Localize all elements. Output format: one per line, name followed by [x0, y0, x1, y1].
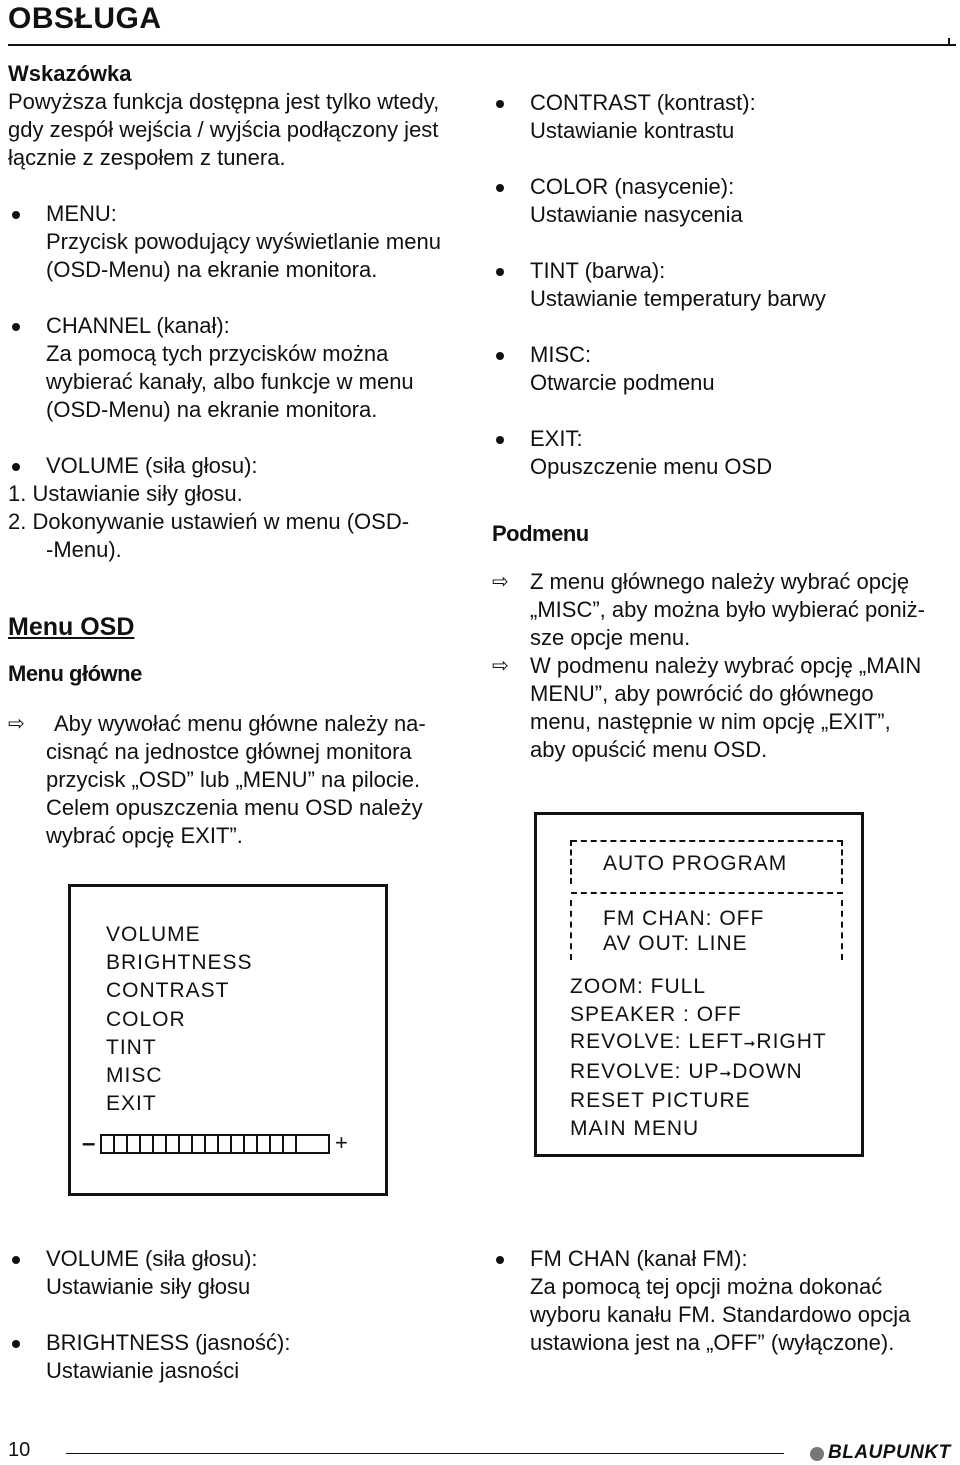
dashed-line	[841, 840, 843, 884]
instruction-line: przycisk „OSD” lub „MENU” na pilocie.	[46, 767, 421, 792]
item-title: VOLUME (siła głosu):	[46, 1246, 258, 1271]
osd-item-volume: VOLUME	[106, 923, 201, 946]
arrow-right-icon: ⇨	[8, 713, 25, 735]
osd-fm-chan: FM CHAN: OFF	[603, 907, 765, 930]
item-desc: Otwarcie podmenu	[530, 370, 715, 395]
item-title: MISC:	[530, 342, 592, 367]
bullet-icon	[12, 1340, 20, 1348]
bullet-icon	[12, 463, 20, 471]
note-line: Powyższa funkcja dostępna jest tylko wtedy,	[8, 89, 440, 114]
osd-minus-label: –	[82, 1130, 96, 1157]
brand-logo: BLAUPUNKT	[828, 1442, 951, 1463]
osd-revolve-lr-from: REVOLVE: LEFT	[570, 1030, 744, 1054]
header-rule	[8, 44, 956, 46]
instruction-line: aby opuścić menu OSD.	[530, 737, 768, 762]
page-number: 10	[8, 1439, 31, 1461]
item-desc: Ustawianie siły głosu	[46, 1274, 251, 1299]
menu-bullet	[8, 200, 470, 284]
instruction-line: Aby wywołać menu główne należy na-	[54, 711, 426, 736]
bullet-icon	[496, 1256, 504, 1264]
osd-plus-label: +	[335, 1130, 348, 1155]
channel-bullet	[8, 312, 470, 424]
dashed-line	[570, 840, 572, 884]
dashed-line	[571, 840, 843, 842]
left-column	[8, 60, 470, 564]
exit-bullet	[492, 425, 954, 481]
note-title: Wskazówka	[8, 61, 132, 86]
osd-item-color: COLOR	[106, 1007, 186, 1031]
osd-main-menu-items	[106, 921, 253, 1118]
color-bullet	[492, 173, 954, 229]
volume-line: 2. Dokonywanie ustawień w menu (OSD-	[8, 509, 410, 534]
channel-line: wybierać kanały, albo funkcje w menu	[46, 369, 414, 394]
note-line: łącznie z zespołem z tunera.	[8, 145, 286, 170]
channel-title: CHANNEL (kanał):	[46, 313, 230, 338]
bullet-icon	[496, 184, 504, 192]
instruction-line: W podmenu należy wybrać opcję „MAIN	[530, 653, 922, 678]
bottom-left-column	[8, 1245, 470, 1385]
instruction-line: cisnąć na jednostce głównej monitora	[46, 739, 412, 764]
channel-line: Za pomocą tych przycisków można	[46, 341, 389, 366]
osd-item-brightness: BRIGHTNESS	[106, 951, 253, 975]
menu-line: (OSD-Menu) na ekranie monitora.	[46, 257, 378, 282]
osd-reset-picture: RESET PICTURE	[570, 1089, 751, 1113]
item-desc: Ustawianie kontrastu	[530, 118, 735, 143]
osd-item-contrast: CONTRAST	[106, 979, 230, 1003]
bottom-right-column	[492, 1245, 954, 1357]
osd-revolve-ud-to: DOWN	[732, 1059, 803, 1083]
misc-bullet	[492, 341, 954, 397]
osd-revolve-lr-to: RIGHT	[756, 1030, 827, 1054]
item-title: FM CHAN (kanał FM):	[530, 1246, 748, 1271]
arrow-right-icon: ⇨	[492, 571, 509, 593]
osd-item-exit: EXIT	[106, 1092, 157, 1116]
arrow-right-icon: ➞	[719, 1064, 733, 1081]
item-desc: Ustawianie temperatury barwy	[530, 286, 826, 311]
osd-item-tint: TINT	[106, 1035, 157, 1059]
item-line: ustawiona jest na „OFF” (wyłączone).	[530, 1330, 895, 1355]
instruction-line: wybrać opcję EXIT”.	[46, 823, 243, 848]
item-line: wyboru kanału FM. Standardowo opcja	[530, 1302, 911, 1327]
osd-av-out: AV OUT: LINE	[603, 932, 748, 955]
bullet-icon	[12, 1256, 20, 1264]
header-rule-end	[948, 38, 950, 46]
tint-bullet	[492, 257, 954, 313]
volume-line: 1. Ustawianie siły głosu.	[8, 481, 243, 506]
dashed-line	[571, 892, 843, 894]
osd-revolve-ud	[570, 1058, 827, 1088]
osd-tuner-items	[603, 906, 764, 956]
arrow-right-icon: ➞	[743, 1035, 757, 1052]
brand-logo-icon	[810, 1447, 824, 1461]
osd-submenu-items	[570, 973, 827, 1143]
subsection-title: Menu główne	[8, 661, 142, 686]
item-line: Za pomocą tej opcji można dokonać	[530, 1274, 883, 1299]
item-title: EXIT:	[530, 426, 583, 451]
instruction-line: MENU”, aby powrócić do głównego	[530, 681, 874, 706]
volume-bullet-bottom	[8, 1245, 470, 1301]
volume-line: -Menu).	[46, 537, 122, 562]
instruction-line: „MISC”, aby można było wybierać poniż-	[530, 597, 925, 622]
osd-zoom: ZOOM: FULL	[570, 975, 707, 998]
item-desc: Opuszczenie menu OSD	[530, 454, 773, 479]
item-desc: Ustawianie nasycenia	[530, 202, 743, 227]
submenu-instructions	[492, 568, 954, 764]
section-title: Menu OSD	[8, 613, 135, 641]
osd-speaker: SPEAKER : OFF	[570, 1002, 742, 1026]
dashed-line	[570, 900, 572, 960]
osd-revolve-ud-from: REVOLVE: UP	[570, 1059, 720, 1083]
instruction-line: Z menu głównego należy wybrać opcję	[530, 569, 910, 594]
fm-chan-bullet	[492, 1245, 954, 1357]
note-line: gdy zespół wejścia / wyjścia podłączony jest	[8, 117, 439, 142]
contrast-bullet	[492, 89, 954, 145]
right-column	[492, 89, 954, 481]
volume-title: VOLUME (siła głosu):	[46, 453, 258, 478]
menu-line: Przycisk powodujący wyświetlanie menu	[46, 229, 441, 254]
arrow-right-icon: ⇨	[492, 655, 509, 677]
instruction-line: sze opcje menu.	[530, 625, 691, 650]
item-desc: Ustawianie jasności	[46, 1358, 240, 1383]
bullet-icon	[496, 436, 504, 444]
bullet-icon	[12, 211, 20, 219]
main-menu-instruction	[8, 710, 470, 850]
item-title: CONTRAST (kontrast):	[530, 90, 756, 115]
osd-revolve-lr	[570, 1028, 827, 1058]
submenu-title: Podmenu	[492, 521, 589, 546]
item-title: COLOR (nasycenie):	[530, 174, 735, 199]
channel-line: (OSD-Menu) na ekranie monitora.	[46, 397, 378, 422]
item-title: BRIGHTNESS (jasność):	[46, 1330, 291, 1355]
instruction-line: Celem opuszczenia menu OSD należy	[46, 795, 423, 820]
footer-rule	[66, 1453, 784, 1454]
menu-title: MENU:	[46, 201, 117, 226]
osd-item-misc: MISC	[106, 1064, 163, 1088]
osd-main-menu: MAIN MENU	[570, 1116, 700, 1140]
osd-level-bar	[100, 1134, 330, 1154]
page-title: OBSŁUGA	[8, 2, 162, 35]
osd-auto-program: AUTO PROGRAM	[603, 852, 788, 875]
dashed-line	[841, 900, 843, 960]
bullet-icon	[12, 323, 20, 331]
item-title: TINT (barwa):	[530, 258, 666, 283]
bullet-icon	[496, 100, 504, 108]
instruction-line: menu, następnie w nim opcję „EXIT”,	[530, 709, 891, 734]
brightness-bullet	[8, 1329, 470, 1385]
volume-bullet	[8, 452, 470, 480]
bullet-icon	[496, 268, 504, 276]
bullet-icon	[496, 352, 504, 360]
